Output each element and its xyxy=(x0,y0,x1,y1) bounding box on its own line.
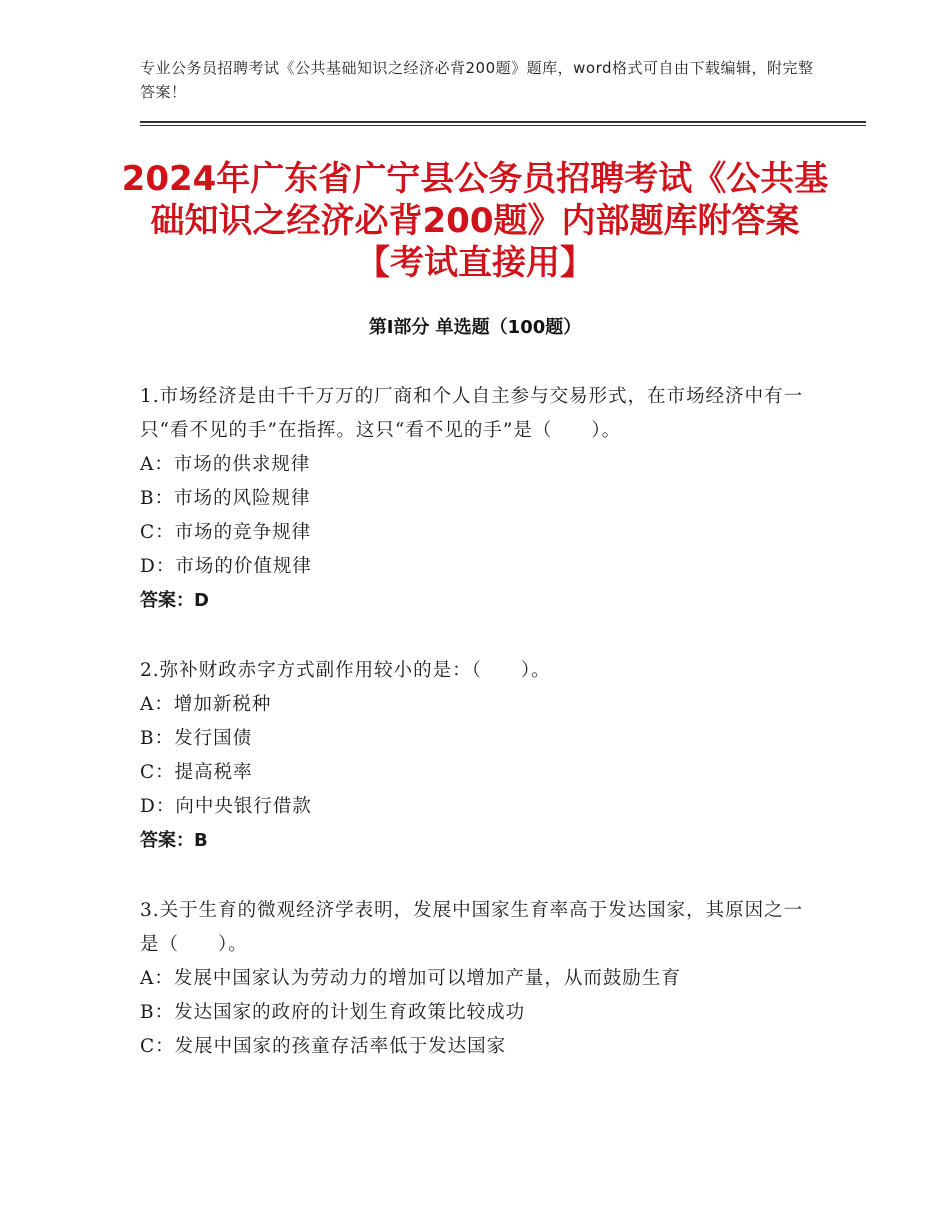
header-divider-thin xyxy=(140,125,866,126)
option-b: B：发达国家的政府的计划生育政策比较成功 xyxy=(140,1002,526,1023)
question-3 xyxy=(140,894,808,1064)
part-title: 第Ⅰ部分 单选题（100题） xyxy=(368,317,582,338)
question-stem: 2.弥补财政赤字方式副作用较小的是：（ ）。 xyxy=(140,660,551,681)
option-b: B：市场的风险规律 xyxy=(140,488,311,509)
question-stem: 3.关于生育的微观经济学表明，发展中国家生育率高于发达国家，其原因之一是（ ）。 xyxy=(140,900,804,955)
header-note: 专业公务员招聘考试《公共基础知识之经济必背200题》题库，word格式可自由下载编辑，附完整答案！ xyxy=(140,59,814,101)
option-c: C：发展中国家的孩童存活率低于发达国家 xyxy=(140,1036,507,1057)
answer-line: 答案：B xyxy=(140,830,208,851)
option-a: A：市场的供求规律 xyxy=(140,454,311,475)
option-d: D：市场的价值规律 xyxy=(140,556,312,577)
option-c: C：提高税率 xyxy=(140,762,253,783)
option-b: B：发行国债 xyxy=(140,728,253,749)
question-1 xyxy=(140,380,808,618)
question-2 xyxy=(140,654,808,858)
option-a: A：增加新税种 xyxy=(140,694,272,715)
question-stem: 1.市场经济是由千千万万的厂商和个人自主参与交易形式，在市场经济中有一只“看不见的手”在指挥。这只“看不见的手”是（ ）。 xyxy=(140,386,804,441)
document-title: 2024年广东省广宁县公务员招聘考试《公共基础知识之经济必背200题》内部题库附答案【考试直接用】 xyxy=(121,159,829,283)
header-divider-thick xyxy=(140,121,866,123)
option-a: A：发展中国家认为劳动力的增加可以增加产量，从而鼓励生育 xyxy=(140,968,681,989)
option-d: D：向中央银行借款 xyxy=(140,796,312,817)
question-list xyxy=(140,380,808,1100)
answer-line: 答案：D xyxy=(140,590,209,611)
option-c: C：市场的竞争规律 xyxy=(140,522,312,543)
